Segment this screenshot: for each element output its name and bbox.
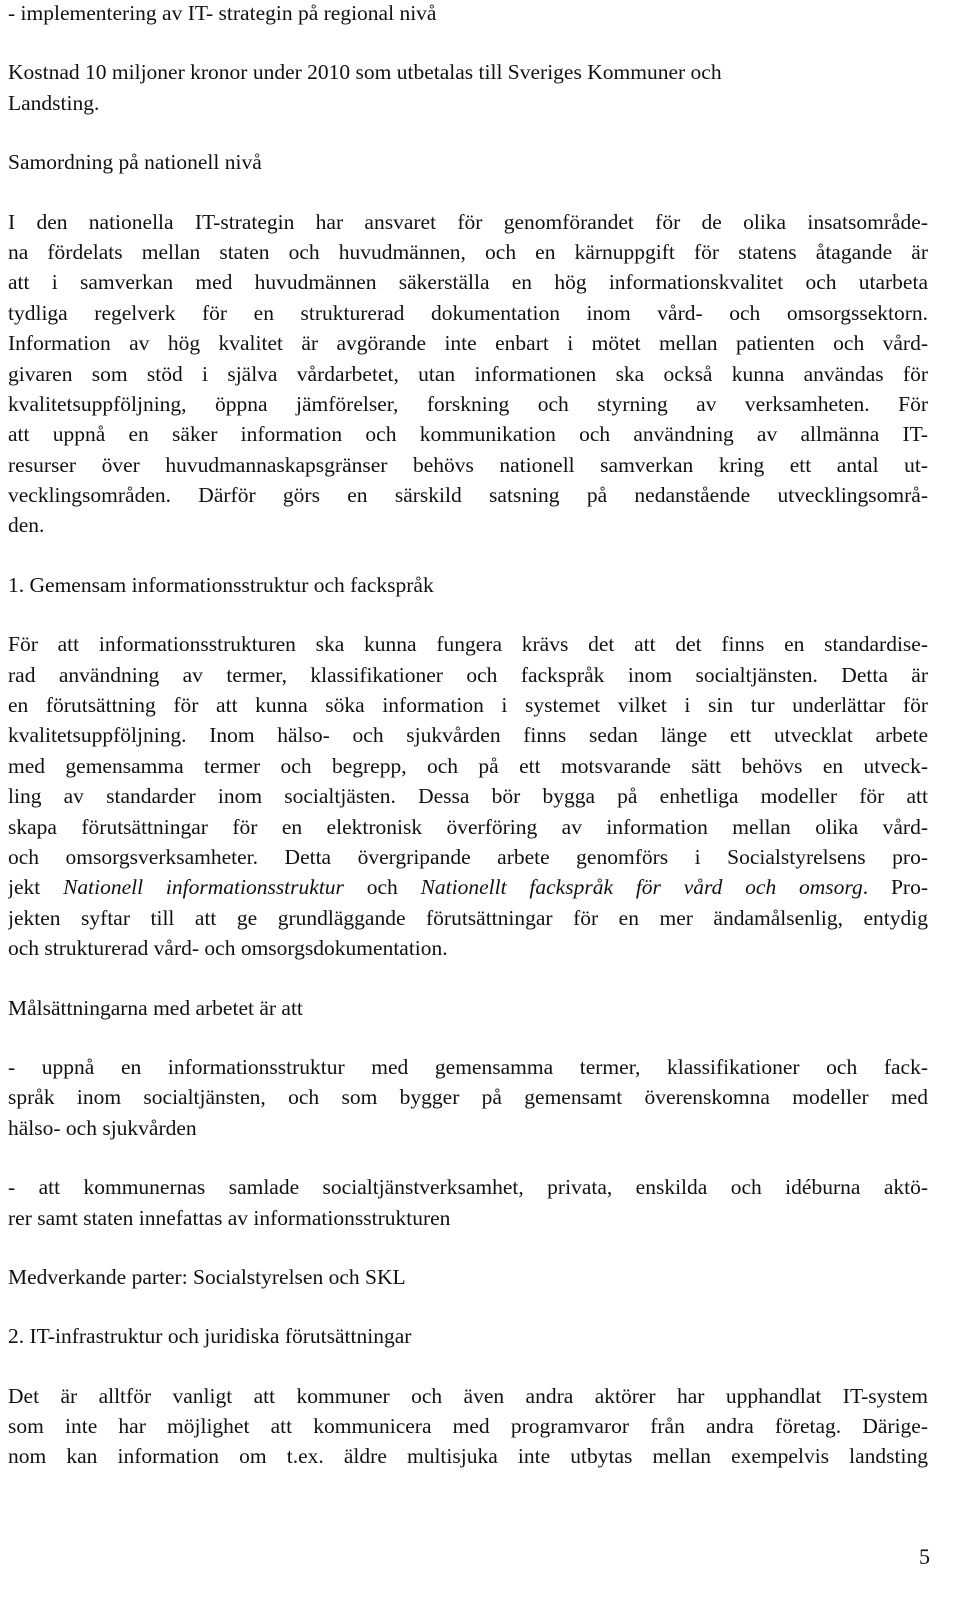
text-line: kvalitetsuppföljning, öppna jämförelser, forskning och styrning av verksamheten. För (8, 391, 928, 416)
text-line: givaren som stöd i själva vårdarbetet, utan informationen ska också kunna användas för (8, 361, 928, 386)
text-line: Målsättningarna med arbetet är att (8, 995, 303, 1020)
text-line: en förutsättning för att kunna söka information i systemet vilket i sin tur underlättar för (8, 693, 928, 718)
text-line: För att informationsstrukturen ska kunna fungera krävs det att det finns en standardise- (8, 632, 928, 657)
text-line: na fördelats mellan staten och huvudmännen, och en kärnuppgift för statens åtagande är (8, 239, 928, 264)
text-line: - uppnå en informationsstruktur med gemensamma termer, klassifikationer och fack- (8, 1054, 928, 1079)
text-line: skapa förutsättningar för en elektronisk överföring av information mellan olika vård- (8, 814, 928, 839)
project-title-italic: Nationell informationsstruktur (63, 875, 344, 900)
text-line: ling av standarder inom socialtjästen. Dessa bör bygga på enhetliga modeller för att (8, 784, 928, 809)
top-bullet (8, 0, 928, 28)
text-line: kvalitetsuppföljning. Inom hälso- och sjukvården finns sedan länge ett utvecklat arbete (8, 723, 928, 748)
text-line-with-italics (8, 872, 928, 902)
national-strategy-paragraph (8, 207, 928, 541)
text-line: resurser över huvudmannaskapsgränser behövs nationell samverkan kring ett antal ut- (8, 452, 928, 477)
text-line: I den nationella IT-strategin har ansvaret för genomförandet för de olika insatsområde- (8, 209, 928, 234)
heading-2-text: 2. IT-infrastruktur och juridiska förutsättningar (8, 1324, 412, 1349)
text-line: vecklingsområden. Därför görs en särskild satsning på nedanstående utvecklingsområ- (8, 483, 928, 508)
text-line: - att kommunernas samlade socialtjänstverksamhet, privata, enskilda och idéburna aktö- (8, 1175, 928, 1200)
text-line: och strukturerad vård- och omsorgsdokumentation. (8, 936, 448, 961)
section-heading (8, 147, 928, 177)
text-line: tydliga regelverk för en strukturerad dokumentation inom vård- och omsorgssektorn. (8, 300, 928, 325)
text-fragment: jekt (8, 875, 64, 900)
text-fragment: . Pro- (862, 875, 928, 900)
heading-1 (8, 570, 928, 600)
text-line: rer samt staten innefattas av informationsstrukturen (8, 1205, 451, 1230)
section-heading-text: Samordning på nationell nivå (8, 150, 262, 175)
text-line: den. (8, 513, 45, 538)
text-line: att i samverkan med huvudmännen säkerställa en hög informationskvalitet och utarbeta (8, 270, 928, 295)
text-line: rad användning av termer, klassifikationer och fackspråk inom socialtjänsten. Detta är (8, 662, 928, 687)
goals-intro (8, 993, 928, 1023)
participants (8, 1262, 928, 1292)
text-line: med gemensamma termer och begrepp, och på ett motsvarande sätt behövs en utveck- (8, 753, 928, 778)
text-line: hälso- och sjukvården (8, 1115, 197, 1140)
text-line: Landsting. (8, 90, 100, 115)
text-line: och omsorgsverksamheter. Detta övergripande arbete genomförs i Socialstyrelsens pro- (8, 844, 928, 869)
text-line: Kostnad 10 miljoner kronor under 2010 som utbetalas till Sveriges Kommuner och (8, 60, 722, 85)
heading-1-text: 1. Gemensam informationsstruktur och fackspråk (8, 572, 434, 597)
text-line: språk inom socialtjänsten, och som bygger på gemensamt överenskomna modeller med (8, 1085, 928, 1110)
cost-paragraph (8, 57, 928, 118)
text-line: som inte har möjlighet att kommunicera med programvaror från andra företag. Därige- (8, 1414, 928, 1439)
text-line: jekten syftar till att ge grundläggande förutsättningar för en mer ändamålsenlig, entydig (8, 905, 928, 930)
heading-2 (8, 1321, 928, 1351)
page-number: 5 (919, 1544, 930, 1569)
infrastructure-paragraph (8, 1381, 928, 1472)
project-title-italic: Nationellt fackspråk för vård och omsorg (420, 875, 863, 900)
text-line: Det är alltför vanligt att kommuner och även andra aktörer har upphandlat IT-system (8, 1383, 928, 1408)
information-structure-paragraph (8, 629, 928, 963)
text-fragment: och (343, 875, 421, 900)
text-line: Information av hög kvalitet är avgörande inte enbart i mötet mellan patienten och vård- (8, 331, 928, 356)
goal-item-2 (8, 1172, 928, 1233)
text-line: Medverkande parter: Socialstyrelsen och SKL (8, 1264, 406, 1289)
goal-item-1 (8, 1052, 928, 1143)
text-line: nom kan information om t.ex. äldre multisjuka inte utbytas mellan exempelvis landsting (8, 1444, 928, 1469)
text-line: att uppnå en säker information och kommunikation och användning av allmänna IT- (8, 422, 928, 447)
document-body (8, 0, 928, 1472)
text-line: - implementering av IT- strategin på regional nivå (8, 1, 437, 25)
